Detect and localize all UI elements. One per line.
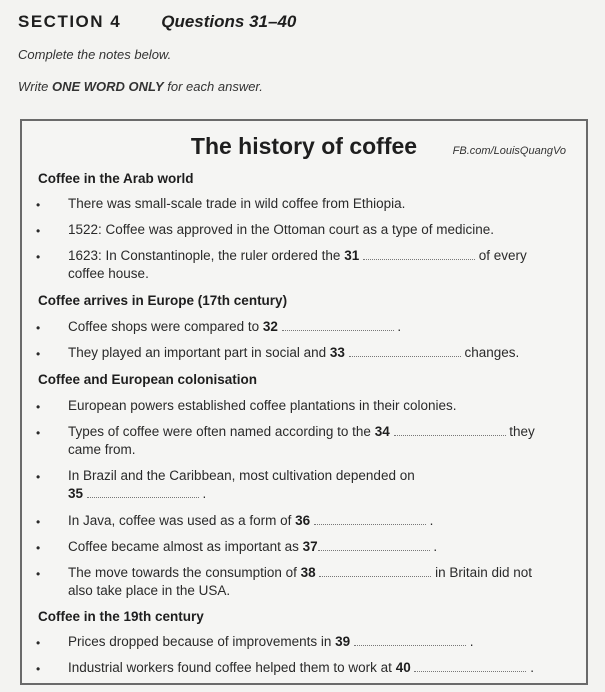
bullet-icon: • <box>36 541 41 555</box>
note-item <box>68 397 568 415</box>
note-text: . <box>465 634 474 649</box>
note-item <box>68 247 568 283</box>
section-header <box>18 12 598 32</box>
bullet-icon: • <box>36 198 41 212</box>
note-item <box>68 195 568 213</box>
section-heading: Coffee in the 19th century <box>38 609 204 624</box>
note-text: coffee house. <box>68 266 149 281</box>
bullet-icon: • <box>36 515 41 529</box>
bullet-icon: • <box>36 636 41 650</box>
note-text: In Java, coffee was used as a form of <box>68 513 296 528</box>
questions-label: Questions 31–40 <box>161 12 297 31</box>
note-text: There was small-scale trade in wild coffee from Ethiopia. <box>68 196 406 211</box>
notes-box <box>20 119 588 685</box>
note-item <box>68 512 568 530</box>
instruction-complete-notes: Complete the notes below. <box>18 47 172 62</box>
note-text: They played an important part in social and <box>68 345 330 360</box>
note-text: Types of coffee were often named according to the <box>68 424 375 439</box>
section-heading: Coffee in the Arab world <box>38 171 194 186</box>
answer-blank-37[interactable] <box>318 541 430 551</box>
bullet-icon: • <box>36 400 41 414</box>
question-number: 35 <box>68 486 84 501</box>
answer-blank-33[interactable] <box>349 347 461 357</box>
page-header <box>18 12 598 94</box>
question-number: 32 <box>262 319 278 334</box>
answer-blank-32[interactable] <box>282 321 394 331</box>
question-number: 38 <box>300 565 316 580</box>
note-text: . <box>425 513 434 528</box>
bullet-icon: • <box>36 470 41 484</box>
note-text: Industrial workers found coffee helped them to work at <box>68 660 396 675</box>
bullet-icon: • <box>36 224 41 238</box>
note-text: changes. <box>460 345 520 360</box>
note-text: Coffee shops were compared to <box>68 319 263 334</box>
answer-blank-39[interactable] <box>354 636 466 646</box>
notes-title: The history of coffee <box>190 133 418 159</box>
question-number: 40 <box>395 660 411 675</box>
instruction-text: Write <box>18 79 52 94</box>
note-text: Coffee became almost as important as <box>68 539 303 554</box>
note-item <box>68 633 568 651</box>
note-item <box>68 467 568 503</box>
question-number: 34 <box>374 424 390 439</box>
answer-blank-31[interactable] <box>363 250 475 260</box>
note-text: in Britain did not <box>431 565 532 580</box>
instruction-text: for each answer. <box>163 79 263 94</box>
note-item <box>68 221 568 239</box>
note-text: they <box>505 424 535 439</box>
note-text: 1623: In Constantinople, the ruler ordered the <box>68 248 345 263</box>
note-text: . <box>429 539 438 554</box>
instruction-word-limit <box>18 79 598 94</box>
question-number: 31 <box>344 248 360 263</box>
section-label: SECTION 4 <box>18 12 122 31</box>
section-heading: Coffee and European colonisation <box>38 372 258 387</box>
note-text: European powers established coffee plantations in their colonies. <box>68 398 457 413</box>
bullet-icon: • <box>36 347 41 361</box>
question-number: 33 <box>329 345 345 360</box>
note-text: Prices dropped because of improvements in <box>68 634 336 649</box>
note-item <box>68 659 568 677</box>
note-text: The move towards the consumption of <box>68 565 301 580</box>
note-text: . <box>198 486 207 501</box>
answer-blank-34[interactable] <box>394 426 506 436</box>
answer-blank-36[interactable] <box>314 515 426 525</box>
question-number: 36 <box>295 513 311 528</box>
instruction-bold: ONE WORD ONLY <box>51 79 164 94</box>
bullet-icon: • <box>36 426 41 440</box>
note-item <box>68 423 568 459</box>
credit-watermark: FB.com/LouisQuangVo <box>452 145 566 157</box>
note-item <box>68 318 568 336</box>
note-item <box>68 344 568 362</box>
bullet-icon: • <box>36 321 41 335</box>
question-number: 37 <box>302 539 318 554</box>
note-text: came from. <box>68 442 136 457</box>
answer-blank-40[interactable] <box>414 662 526 672</box>
bullet-icon: • <box>36 567 41 581</box>
bullet-icon: • <box>36 662 41 676</box>
bullet-icon: • <box>36 250 41 264</box>
note-text: . <box>526 660 534 675</box>
note-item <box>68 538 568 556</box>
note-item <box>68 564 568 600</box>
note-text: also take place in the USA. <box>68 583 231 598</box>
note-text: 1522: Coffee was approved in the Ottoman court as a type of medicine. <box>68 222 495 237</box>
question-number: 39 <box>335 634 351 649</box>
answer-blank-35[interactable] <box>87 488 199 498</box>
note-text: of every <box>474 248 527 263</box>
section-heading: Coffee arrives in Europe (17th century) <box>38 293 288 308</box>
note-text: In Brazil and the Caribbean, most cultivation depended on <box>68 468 415 483</box>
answer-blank-38[interactable] <box>319 567 431 577</box>
note-text: . <box>393 319 402 334</box>
